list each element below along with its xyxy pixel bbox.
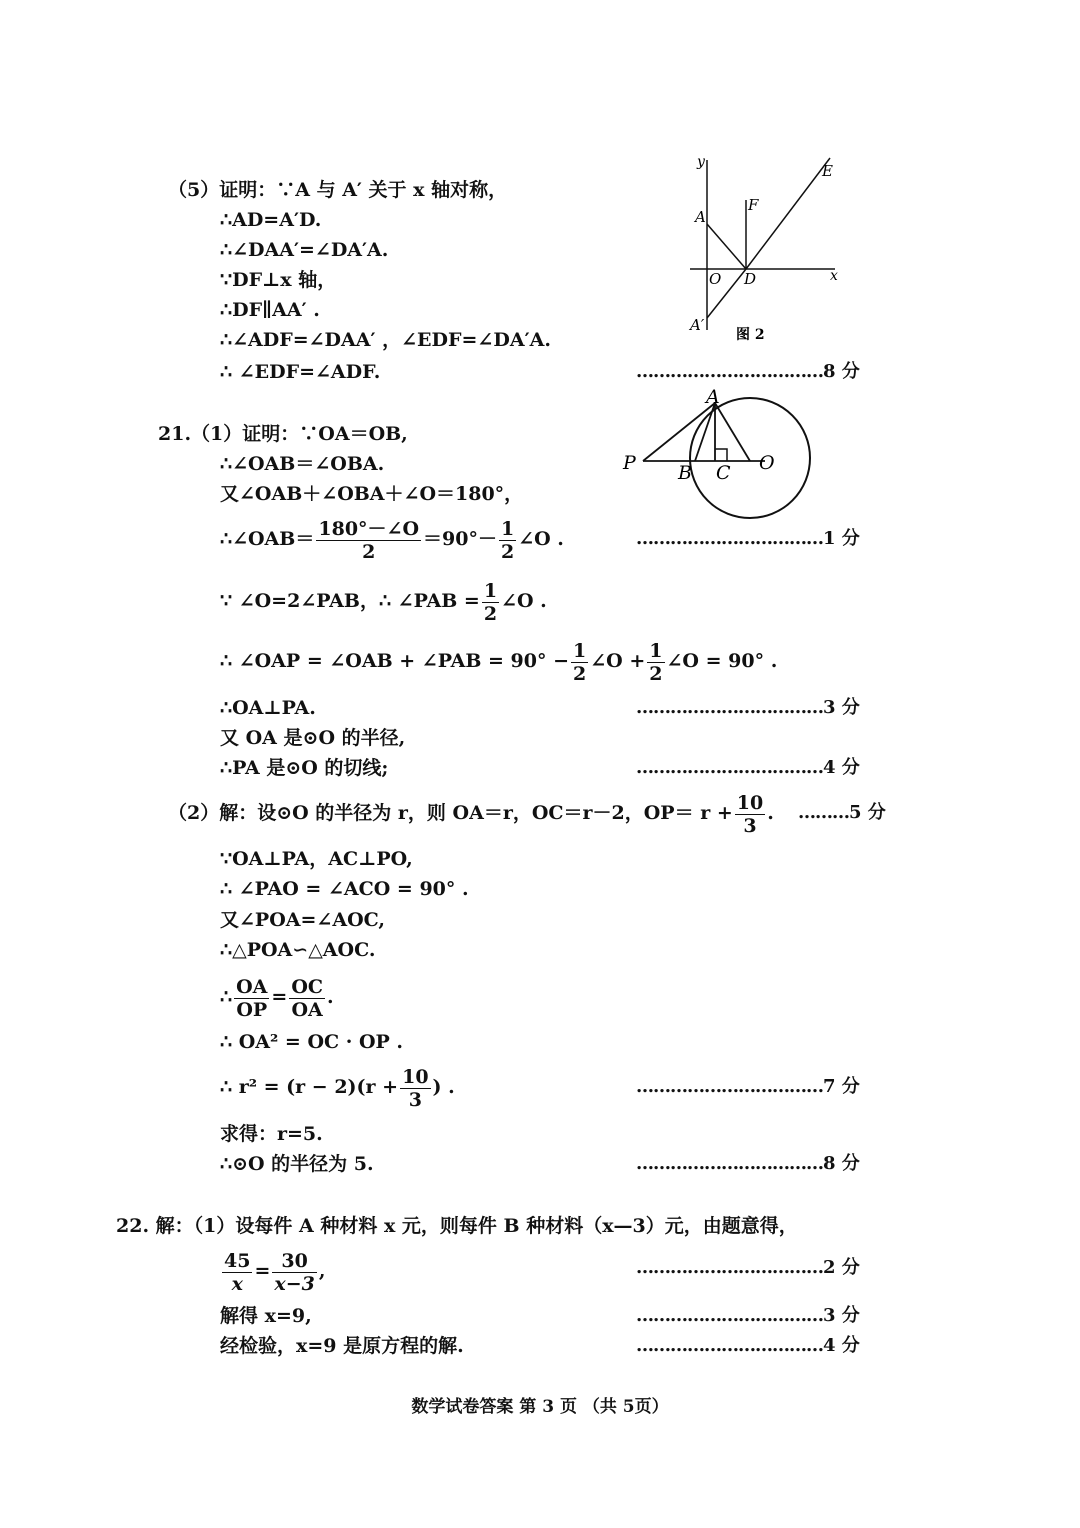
fig2-label-O: O: [709, 270, 722, 288]
fig21-label-A: A: [706, 386, 720, 408]
proof-line: 又∠OAB＋∠OBA＋∠O＝180°，: [220, 483, 524, 505]
fig2-label-F: F: [748, 196, 759, 214]
proof-line: 21.（1）证明：∵OA＝OB,: [158, 423, 408, 445]
solution-line: 求得：r=5.: [220, 1123, 323, 1145]
fig21-label-B: B: [678, 462, 692, 484]
fig2-label-E: E: [822, 162, 833, 180]
proof-line: ∴∠DAA′=∠DA′A.: [220, 239, 389, 261]
solution-line: ∵OA⊥PA，AC⊥PO,: [220, 848, 413, 870]
proof-line: ∴ ∠EDF=∠ADF.: [220, 361, 381, 383]
figure-2-coordinate-diagram: [680, 150, 850, 350]
question-22-equation: $\frac{45}{x}$ = $\frac{30}{x-3}$ ,: [224, 1249, 326, 1295]
page-footer: 数学试卷答案 第 3 页 （共 5页）: [411, 1397, 669, 1417]
score-mark: ……………………………7 分: [636, 1076, 860, 1097]
proof-line: ∴AD=A′D.: [220, 209, 322, 231]
score-mark: ……………………………2 分: [636, 1257, 860, 1278]
fig21-label-O: O: [759, 452, 775, 474]
question-22-line: 解得 x=9,: [220, 1305, 312, 1327]
proof-line: ∴∠ADF=∠DAA′ ，∠EDF=∠DA′A.: [220, 329, 551, 351]
solution-line: ∴ OA² = OC · OP .: [220, 1031, 404, 1053]
proof-line: ∴DF∥AA′ .: [220, 299, 320, 321]
proof-line: ∴OA⊥PA.: [220, 697, 316, 719]
fig2-label-y: y: [697, 154, 705, 170]
solution-line-fraction: ∴ $\frac{OA}{OP}$ = $\frac{OC}{OA}$ .: [220, 975, 334, 1021]
solution-line: ∴⊙O 的半径为 5.: [220, 1153, 374, 1175]
fig2-label-Aprime: A′: [690, 316, 705, 334]
fig2-label-D: D: [744, 270, 757, 288]
solution-line: ∴△POA∽△AOC.: [220, 939, 376, 961]
score-mark: ……………………………3 分: [636, 697, 860, 718]
solution-line: 又∠POA=∠AOC,: [220, 909, 386, 931]
fig21-label-P: P: [623, 452, 636, 474]
solution-line-fraction: ∴ r² = (r − 2)(r + $\frac{10}{3}$ ) .: [220, 1065, 455, 1111]
proof-line-fraction: ∴ ∠OAP = ∠OAB + ∠PAB = 90° − $\frac{1}{2}$ ∠O + $\frac{1}{2}$ ∠O = 90° .: [220, 639, 778, 685]
proof-line: ∴∠OAB＝∠OBA.: [220, 453, 385, 475]
proof-line: ∵DF⊥x 轴，: [220, 269, 337, 291]
score-mark: ……………………………4 分: [636, 1335, 860, 1356]
score-mark: ……………………………3 分: [636, 1305, 860, 1326]
fig2-caption: 图 2: [736, 327, 765, 343]
solution-line: ∴ ∠PAO = ∠ACO = 90° .: [220, 878, 469, 900]
solution-line-fraction: （2）解：设⊙O 的半径为 r，则 OA＝r，OC＝r－2，OP＝ r + $\frac{10}{3}$ .: [168, 791, 774, 837]
proof-line-fraction: ∵ ∠O=2∠PAB，∴ ∠PAB = $\frac{1}{2}$ ∠O .: [220, 579, 547, 625]
score-mark: ……………………………8 分: [636, 361, 860, 382]
proof-line: 又 OA 是⊙O 的半径,: [220, 727, 406, 749]
fig2-label-A: A: [695, 208, 706, 226]
score-mark: ……………………………8 分: [636, 1153, 860, 1174]
fig21-label-C: C: [716, 462, 731, 484]
score-mark: ……………………………4 分: [636, 757, 860, 778]
score-mark: ………5 分: [798, 802, 886, 823]
question-22-line: 经检验，x=9 是原方程的解.: [220, 1335, 464, 1357]
score-mark: ……………………………1 分: [636, 528, 860, 549]
proof-line-fraction: ∴∠OAB＝ $\frac{180^\circ-\angle O}{2}$ ＝90°－ $\frac{1}{2}$ ∠O .: [220, 517, 564, 563]
figure-21-circle-diagram: [615, 385, 825, 525]
proof-line: ∴PA 是⊙O 的切线;: [220, 757, 389, 779]
fig2-label-x: x: [830, 268, 838, 284]
question-22-line: 22. 解：（1）设每件 A 种材料 x 元，则每件 B 种材料（x—3）元，由题意得，: [116, 1215, 798, 1237]
proof-line: （5）证明：∵A 与 A′ 关于 x 轴对称，: [168, 179, 508, 201]
